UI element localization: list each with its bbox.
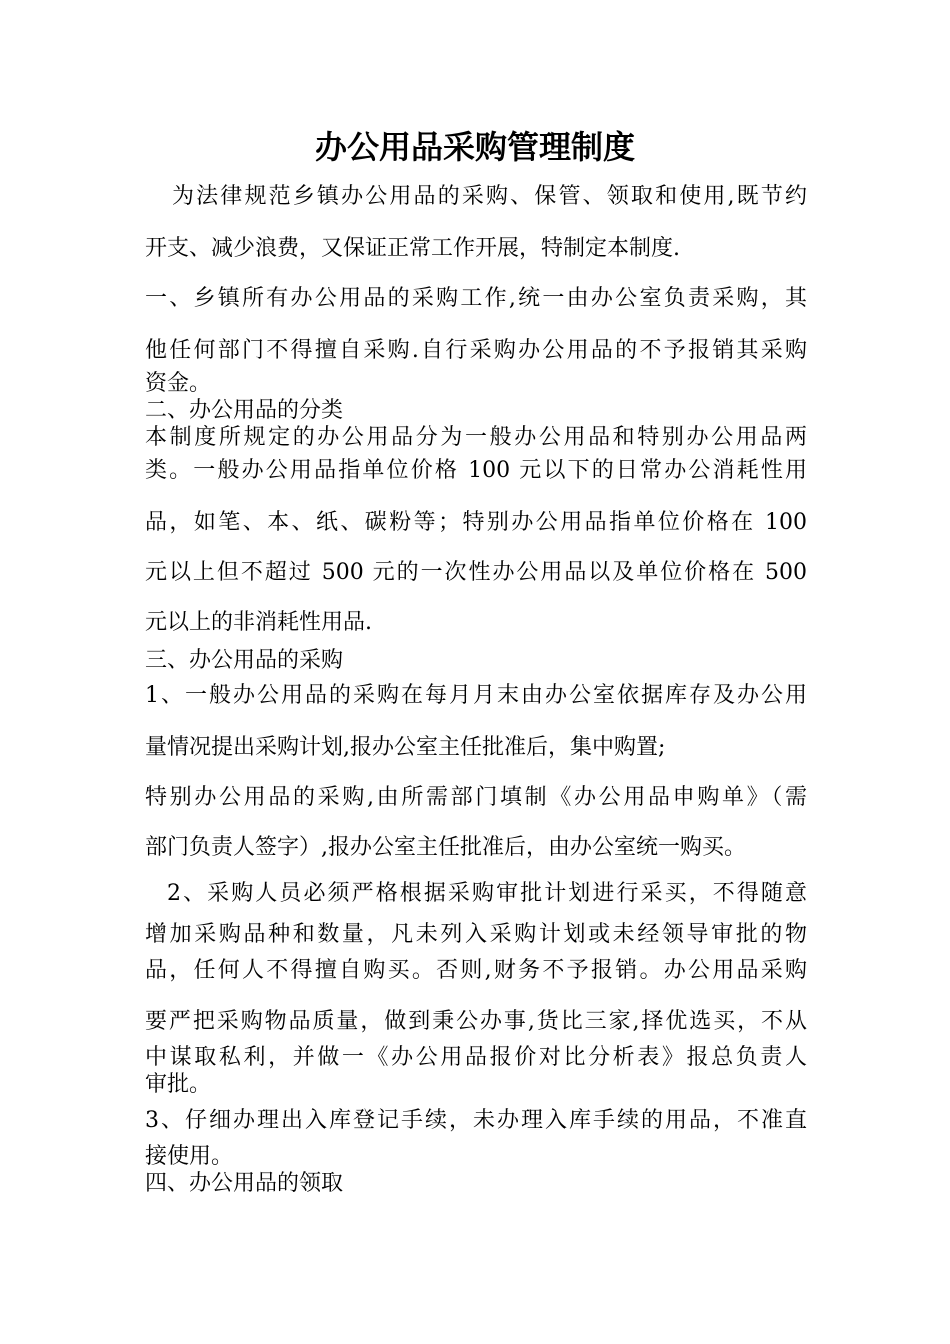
section-heading: 四、办公用品的领取 [145,1171,344,1196]
paragraph-line: 审批。 [145,1072,212,1097]
paragraph-line: 品，如笔、本、纸、碳粉等；特别办公用品指单位价格在 100 [145,510,807,535]
paragraph-line: 开支、减少浪费，又保证正常工作开展，特制定本制度. [145,236,680,261]
paragraph-line: 增加采购品种和数量，凡未列入采购计划或未经领导审批的物 [145,922,807,947]
paragraph-line: 类。一般办公用品指单位价格 100 元以下的日常办公消耗性用 [145,458,807,483]
paragraph-line: 中谋取私利，并做一《办公用品报价对比分析表》报总负责人 [145,1045,807,1070]
paragraph-line: 量情况提出采购计划,报办公室主任批准后，集中购置; [145,735,666,760]
paragraph-line: 2、采购人员必须严格根据采购审批计划进行采买，不得随意 [167,881,807,906]
paragraph-line: 特别办公用品的采购,由所需部门填制《办公用品申购单》（需 [145,785,807,810]
paragraph-line: 他任何部门不得擅自采购.自行采购办公用品的不予报销其采购 [145,338,807,363]
paragraph-line: 3、仔细办理出入库登记手续，未办理入库手续的用品，不准直 [145,1108,807,1133]
paragraph-line: 资金。 [145,371,212,396]
paragraph-line: 本制度所规定的办公用品分为一般办公用品和特别办公用品两 [145,425,807,450]
paragraph-line: 元以上但不超过 500 元的一次性办公用品以及单位价格在 500 [145,560,807,585]
paragraph-line: 部门负责人签字）,报办公室主任批准后，由办公室统一购买。 [145,835,746,860]
section-heading: 二、办公用品的分类 [145,398,344,423]
paragraph-line: 一、乡镇所有办公用品的采购工作,统一由办公室负责采购，其 [145,286,807,311]
paragraph-line: 品，任何人不得擅自购买。否则,财务不予报销。办公用品采购 [145,958,807,983]
paragraph-line: 为法律规范乡镇办公用品的采购、保管、领取和使用,既节约 [172,184,807,209]
paragraph-line: 1、一般办公用品的采购在每月月末由办公室依据库存及办公用 [145,683,807,708]
paragraph-line: 元以上的非消耗性用品. [145,610,372,635]
section-heading: 三、办公用品的采购 [145,648,344,673]
paragraph-line: 接使用。 [145,1144,234,1169]
document-title: 办公用品采购管理制度 [314,128,635,166]
paragraph-line: 要严把采购物品质量，做到秉公办事,货比三家,择优选买，不从 [145,1009,807,1034]
